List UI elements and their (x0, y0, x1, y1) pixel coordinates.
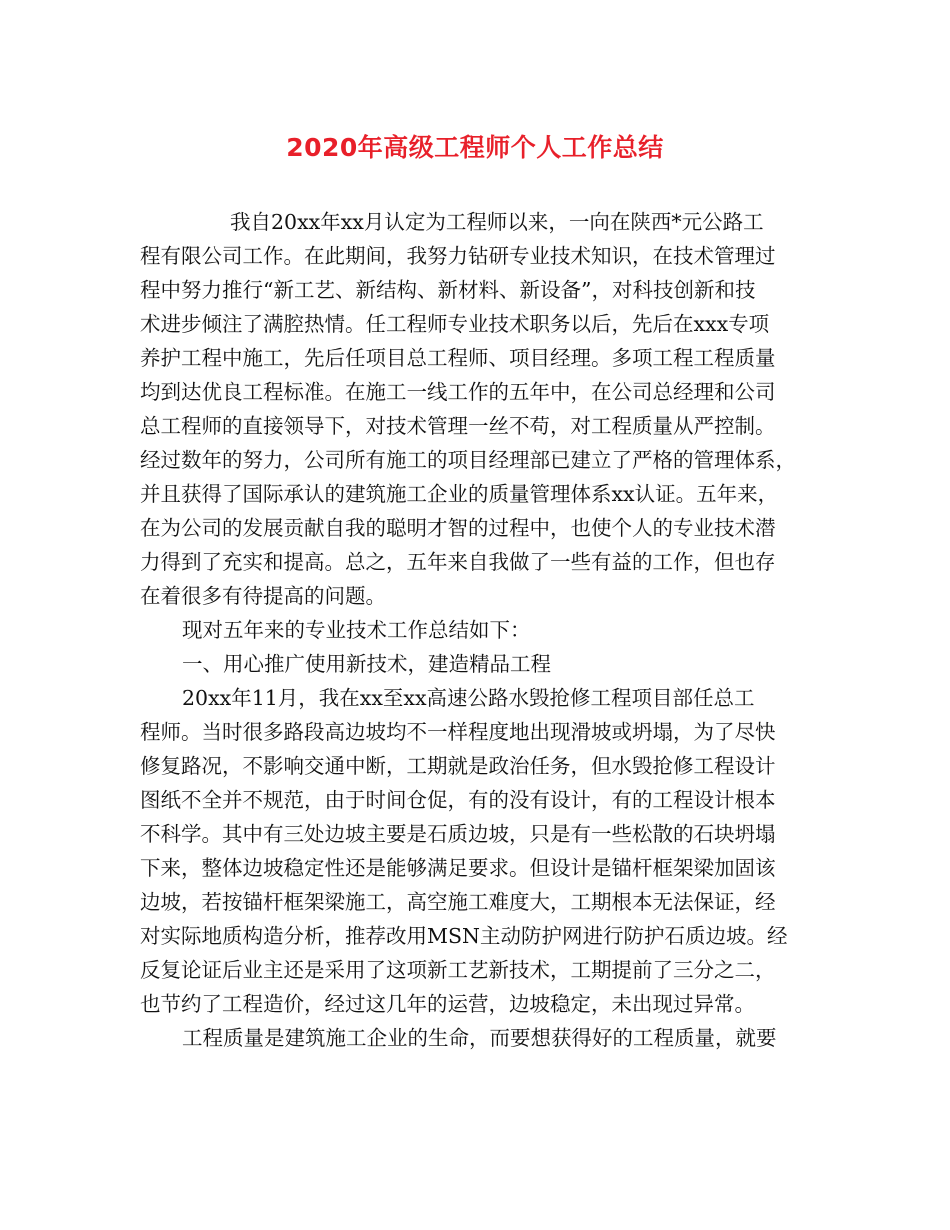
paragraph-line: 边坡，若按锚杆框架梁施工，高空施工难度大，工期根本无法保证，经 (140, 890, 776, 914)
paragraph-line: 力得到了充实和提高。总之，五年来自我做了一些有益的工作，但也存 (140, 550, 776, 574)
paragraph-line: 程有限公司工作。在此期间，我努力钻研专业技术知识，在技术管理过 (140, 244, 776, 268)
paragraph-line: 在着很多有待提高的问题。 (140, 584, 386, 608)
paragraph-line: 工程质量是建筑施工企业的生命，而要想获得好的工程质量，就要 (182, 1026, 777, 1050)
paragraph-line: 经过数年的努力，公司所有施工的项目经理部已建立了严格的管理体系， (140, 448, 796, 472)
paragraph-line: 反复论证后业主还是采用了这项新工艺新技术，工期提前了三分之二， (140, 958, 776, 982)
paragraph-line: 程师。当时很多路段高边坡均不一样程度地出现滑坡或坍塌，为了尽快 (140, 720, 776, 744)
paragraph-line: 并且获得了国际承认的建筑施工企业的质量管理体系xx认证。五年来， (140, 482, 779, 506)
paragraph-line: 修复路况，不影响交通中断，工期就是政治任务，但水毁抢修工程设计 (140, 754, 776, 778)
paragraph-line: 我自20xx年xx月认定为工程师以来，一向在陕西*元公路工 (230, 210, 764, 234)
paragraph-line: 现对五年来的专业技术工作总结如下： (182, 618, 531, 642)
paragraph-line: 不科学。其中有三处边坡主要是石质边坡，只是有一些松散的石块坍塌 (140, 822, 776, 846)
paragraph-line: 20xx年11月，我在xx至xx高速公路水毁抢修工程项目部任总工 (182, 686, 755, 710)
document-title: 2020年高级工程师个人工作总结 (286, 133, 664, 162)
paragraph-line: 下来，整体边坡稳定性还是能够满足要求。但设计是锚杆框架梁加固该 (140, 856, 776, 880)
paragraph-line: 在为公司的发展贡献自我的聪明才智的过程中，也使个人的专业技术潜 (140, 516, 776, 540)
paragraph-line: 也节约了工程造价，经过这几年的运营，边坡稳定，未出现过异常。 (140, 992, 755, 1016)
section-heading: 一、用心推广使用新技术，建造精品工程 (182, 652, 551, 676)
paragraph-line: 养护工程中施工，先后任项目总工程师、项目经理。多项工程工程质量 (140, 346, 776, 370)
paragraph-line: 总工程师的直接领导下，对技术管理一丝不苟，对工程质量从严控制。 (140, 414, 776, 438)
paragraph-line: 图纸不全并不规范，由于时间仓促，有的没有设计，有的工程设计根本 (140, 788, 776, 812)
paragraph-line: 均到达优良工程标准。在施工一线工作的五年中，在公司总经理和公司 (140, 380, 776, 404)
paragraph-line: 程中努力推行“新工艺、新结构、新材料、新设备”，对科技创新和技 (140, 278, 756, 302)
paragraph-line: 术进步倾注了满腔热情。任工程师专业技术职务以后，先后在xxx专项 (140, 312, 770, 336)
paragraph-line: 对实际地质构造分析，推荐改用MSN主动防护网进行防护石质边坡。经 (140, 924, 788, 948)
